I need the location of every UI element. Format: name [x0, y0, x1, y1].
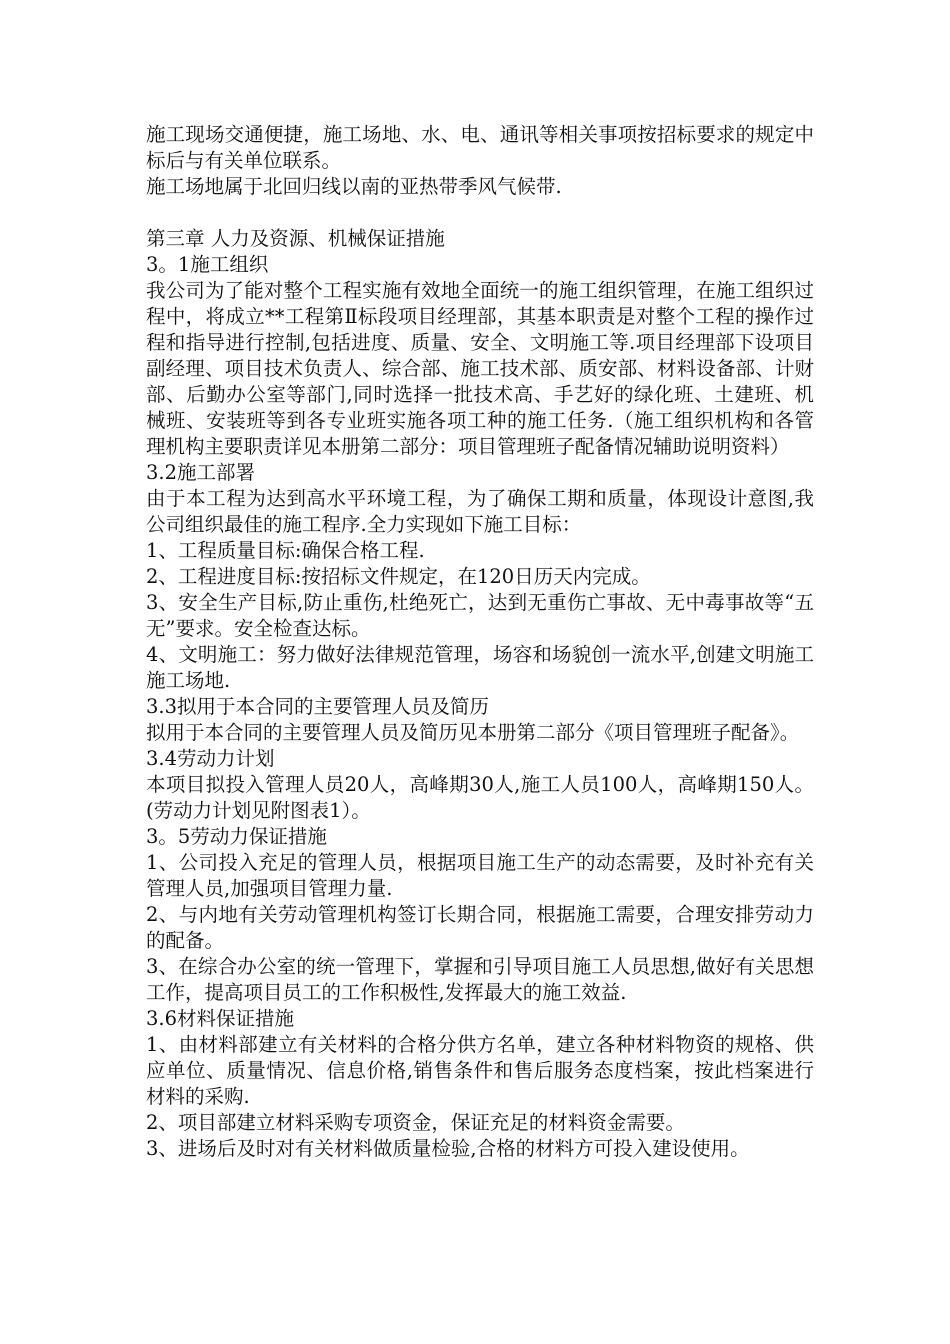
list-item-material-3: 3、进场后及时对有关材料做质量检验,合格的材料方可投入建设使用。 — [146, 1137, 750, 1160]
section-heading-3-2: 3.2施工部署 — [146, 461, 256, 484]
list-item-quality: 1、工程质量目标:确保合格工程. — [146, 539, 425, 562]
section-heading-3-1: 3。1施工组织 — [146, 253, 269, 276]
list-item-schedule: 2、工程进度目标:按招标文件规定，在120日历天内完成。 — [146, 565, 651, 588]
paragraph-organization: 我公司为了能对整个工程实施有效地全面统一的施工组织管理，在施工组织过程中，将成立**工程第Ⅱ标段项目经理部，其基本职责是对整个工程的操作过程和指导进行控制,包括进度、质量、安全、文明施工等.项目经理部下设项目副经理、项目技术负责人、综合部、施工技术部、质安部、材料设备部、计财部、后勤办公室等部门,同时选择一批技术高、手艺好的绿化班、土建班、机械班、安装班等到各专业班实施各项工种的施工任务.（施工组织机构和各管理机构主要职责详见本册第二部分：项目管理班子配备情况辅助说明资料） — [146, 279, 814, 458]
document-body — [146, 122, 814, 1162]
list-item-labor-3: 3、在综合办公室的统一管理下，掌握和引导项目施工人员思想,做好有关思想工作，提高项目员工的工作积极性,发挥最大的施工效益. — [146, 955, 814, 1004]
section-heading-3-6: 3.6材料保证措施 — [146, 1007, 295, 1030]
blank-line — [146, 200, 814, 226]
section-heading-3-5: 3。5劳动力保证措施 — [146, 825, 327, 848]
paragraph-site-traffic: 施工现场交通便捷，施工场地、水、电、通讯等相关事项按招标要求的规定中标后与有关单位联系。 — [146, 123, 814, 172]
paragraph-climate: 施工场地属于北回归线以南的亚热带季风气候带. — [146, 175, 562, 198]
list-item-material-1: 1、由材料部建立有关材料的合格分供方名单，建立各种材料物资的规格、供应单位、质量情况、信息价格,销售条件和售后服务态度档案，按此档案进行材料的采购. — [146, 1033, 814, 1108]
section-heading-3-3: 3.3拟用于本合同的主要管理人员及简历 — [146, 695, 490, 718]
list-item-safety: 3、安全生产目标,防止重伤,杜绝死亡，达到无重伤亡事故、无中毒事故等“五无”要求。安全检查达标。 — [146, 591, 814, 640]
chapter-heading: 第三章 人力及资源、机械保证措施 — [146, 227, 445, 250]
list-item-civilized: 4、文明施工：努力做好法律规范管理，场容和场貌创一流水平,创建文明施工施工场地. — [146, 643, 814, 692]
paragraph-personnel: 拟用于本合同的主要管理人员及简历见本册第二部分《项目管理班子配备》。 — [146, 721, 800, 744]
paragraph-deployment: 由于本工程为达到高水平环境工程，为了确保工期和质量，体现设计意图,我公司组织最佳的施工程序.全力实现如下施工目标： — [146, 487, 814, 536]
paragraph-labor-plan: 本项目拟投入管理人员20人，高峰期30人,施工人员100人，高峰期150人。(劳动力计划见附图表1）。 — [146, 773, 814, 822]
list-item-material-2: 2、项目部建立材料采购专项资金，保证充足的材料资金需要。 — [146, 1111, 685, 1134]
section-heading-3-4: 3.4劳动力计划 — [146, 747, 275, 770]
list-item-labor-1: 1、公司投入充足的管理人员，根据项目施工生产的动态需要，及时补充有关管理人员,加强项目管理力量. — [146, 851, 814, 900]
list-item-labor-2: 2、与内地有关劳动管理机构签订长期合同，根据施工需要，合理安排劳动力的配备。 — [146, 903, 814, 952]
